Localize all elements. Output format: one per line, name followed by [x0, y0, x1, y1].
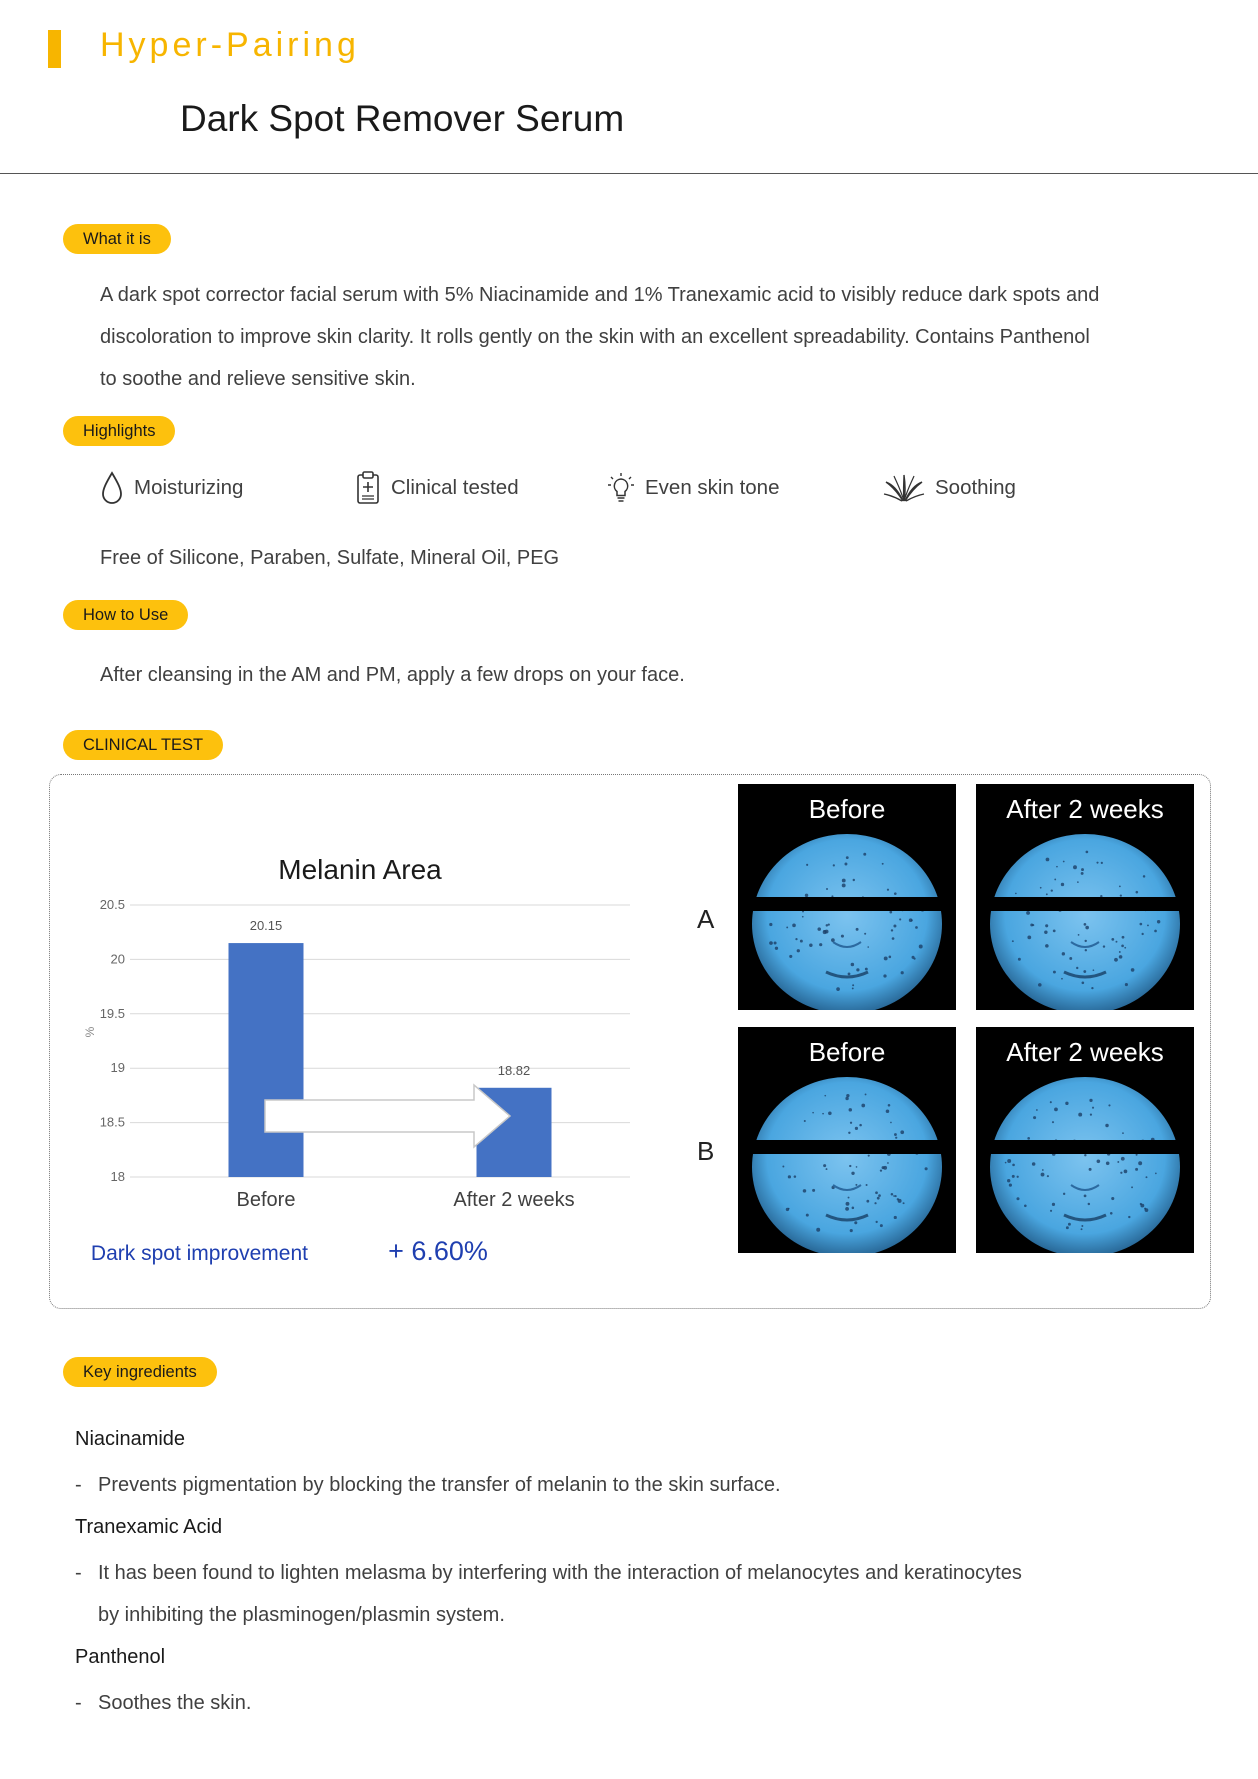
uv-face-image [976, 1075, 1194, 1253]
bar [229, 943, 304, 1177]
highlight-label: Even skin tone [645, 476, 780, 499]
brand-accent-bar [48, 30, 61, 68]
what-it-is-line: discoloration to improve skin clarity. It rolls gently on the skin with an excellent spreadability. Contains Panthenol [100, 326, 1090, 348]
ingredient-description [75, 1682, 251, 1724]
y-tick-label: 19 [110, 1060, 125, 1076]
brand-name: Hyper-Pairing [100, 26, 360, 64]
ingredient-line: Soothes the skin. [98, 1692, 252, 1714]
ingredient-name: Niacinamide [75, 1428, 186, 1450]
chart-title: Melanin Area [278, 854, 442, 885]
product-title: Dark Spot Remover Serum [180, 98, 625, 139]
ingredient-name: Panthenol [75, 1646, 166, 1668]
improvement-label: Dark spot improvement [90, 1242, 308, 1265]
section-label-what-it-is: What it is [63, 224, 171, 254]
highlight-label: Soothing [935, 476, 1016, 499]
ingredient-name: Tranexamic Acid [75, 1516, 223, 1538]
photo-label: After 2 weeks [1006, 794, 1164, 824]
bullet-dash: - [75, 1562, 82, 1584]
highlight-label: Clinical tested [391, 476, 519, 499]
improvement-value: + 6.60% [388, 1236, 488, 1266]
lightbulb-icon [607, 471, 635, 505]
ingredient-line: by inhibiting the plasminogen/plasmin system. [98, 1604, 505, 1626]
highlight-moisturizing [100, 470, 243, 506]
photo-label: Before [808, 1037, 886, 1067]
section-label-clinical-test: CLINICAL TEST [63, 730, 223, 760]
photo-label: Before [808, 794, 886, 824]
highlight-soothing [883, 470, 1016, 506]
what-it-is-line: to soothe and relieve sensitive skin. [100, 368, 416, 390]
free-of-text: Free of Silicone, Paraben, Sulfate, Mineral Oil, PEG [100, 547, 560, 569]
photo-b-after [976, 1027, 1194, 1253]
bullet-dash: - [75, 1474, 82, 1496]
how-to-use-text: After cleansing in the AM and PM, apply a few drops on your face. [100, 664, 685, 686]
bar-value-label: 20.15 [249, 918, 283, 934]
bar-value-label: 18.82 [497, 1062, 531, 1078]
photo-a-after [976, 784, 1194, 1010]
highlight-label: Moisturizing [134, 476, 244, 499]
highlight-even-skin-tone [607, 470, 779, 506]
ingredient-description [75, 1464, 781, 1506]
row-label-a: A [697, 904, 715, 934]
clipboard-icon [355, 470, 381, 506]
leaf-icon [883, 473, 925, 503]
uv-face-image [976, 832, 1194, 1010]
x-tick-label: After 2 weeks [453, 1189, 575, 1211]
what-it-is-line: A dark spot corrector facial serum with 5% Niacinamide and 1% Tranexamic acid to visibly reduce dark spots and [100, 284, 1100, 306]
uv-face-image [738, 1075, 956, 1253]
highlight-clinical-tested [355, 470, 519, 506]
section-label-how-to-use: How to Use [63, 600, 188, 630]
y-tick-label: 18 [110, 1169, 125, 1184]
droplet-icon [100, 471, 124, 505]
y-tick-label: 18.5 [99, 1114, 125, 1130]
photo-a-before [738, 784, 956, 1010]
ingredient-line: Prevents pigmentation by blocking the transfer of melanin to the skin surface. [98, 1474, 781, 1496]
ingredient-line: It has been found to lighten melasma by interfering with the interaction of melanocytes and keratinocytes [98, 1562, 1022, 1584]
row-label-b: B [697, 1136, 715, 1166]
uv-face-image [738, 832, 956, 1010]
ingredient-description [75, 1552, 1022, 1636]
photo-label: After 2 weeks [1006, 1037, 1164, 1067]
y-tick-label: 20.5 [99, 897, 125, 912]
y-tick-label: 19.5 [99, 1005, 125, 1021]
photo-b-before [738, 1027, 956, 1253]
section-label-highlights: Highlights [63, 416, 175, 446]
section-label-key-ingredients: Key ingredients [63, 1357, 217, 1387]
bullet-dash: - [75, 1692, 82, 1714]
header-divider [0, 173, 1258, 174]
what-it-is-text [100, 274, 1099, 400]
melanin-area-chart [70, 840, 650, 1280]
y-axis-label: % [83, 1026, 97, 1038]
y-tick-label: 20 [110, 951, 125, 967]
x-tick-label: Before [236, 1189, 296, 1211]
